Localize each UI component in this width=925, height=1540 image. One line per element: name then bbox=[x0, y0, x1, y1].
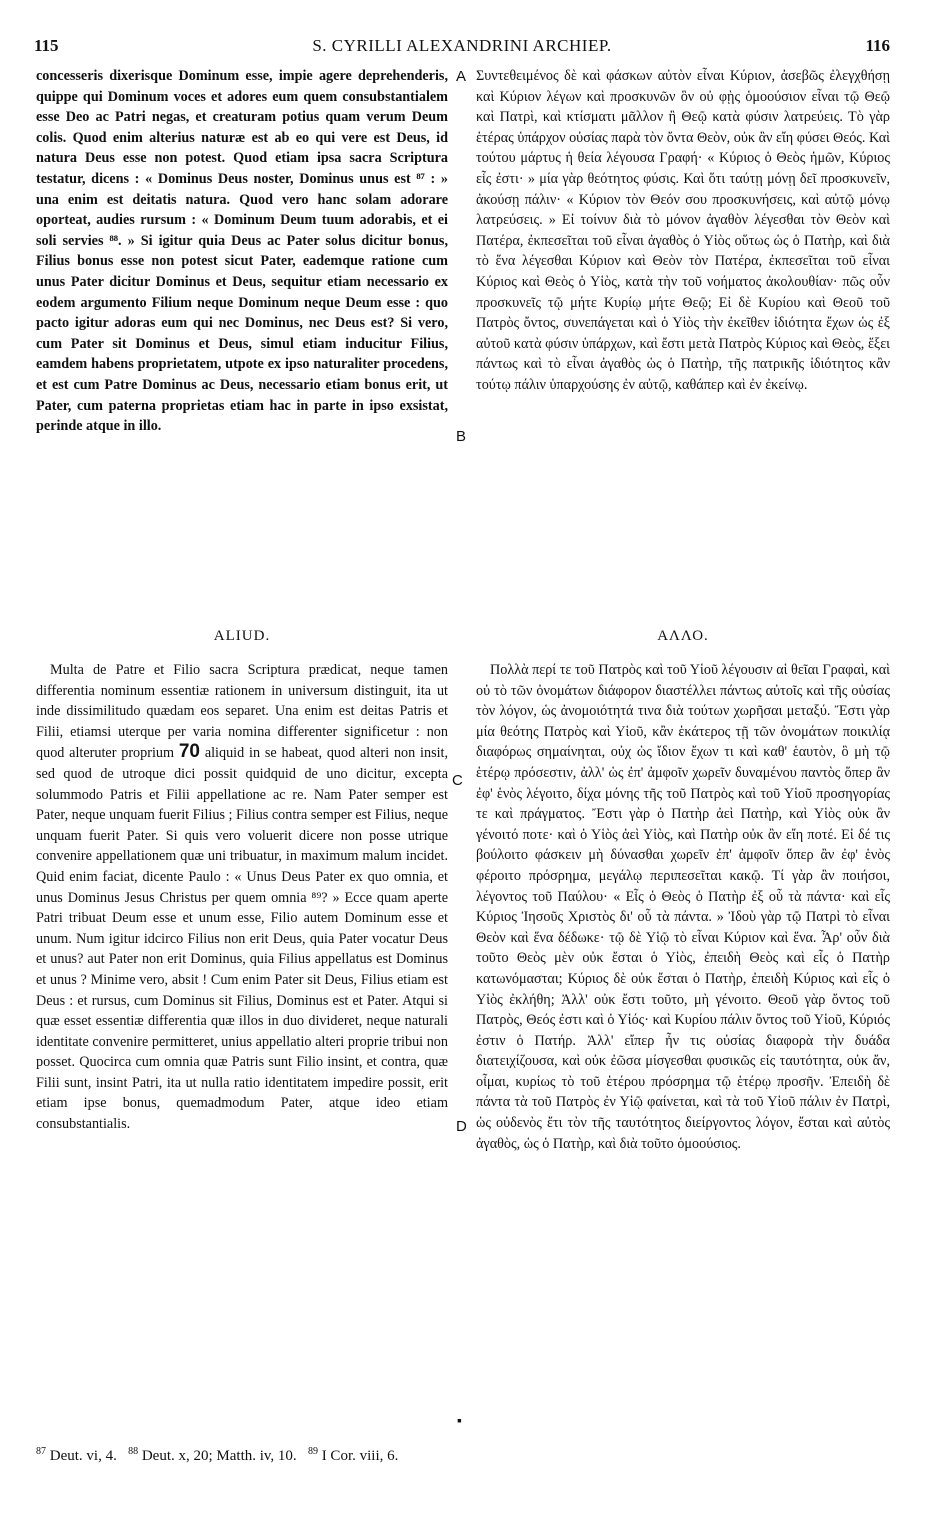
margin-letter-a: A bbox=[456, 68, 467, 85]
greek-column-bottom bbox=[476, 660, 890, 1154]
column-number: 70 bbox=[178, 741, 200, 763]
latin-column-top bbox=[36, 66, 448, 437]
latin-column-bottom bbox=[36, 660, 448, 1135]
page-number-right: 116 bbox=[865, 36, 890, 55]
separator-mark: ▪ bbox=[457, 1414, 462, 1429]
footnote-number: 89 bbox=[307, 1446, 318, 1457]
greek-column-top bbox=[476, 66, 890, 396]
footnote-text: I Cor. viii, 6. bbox=[321, 1448, 399, 1464]
margin-letter-c: C bbox=[452, 772, 463, 789]
running-title: S. CYRILLI ALEXANDRINI ARCHIEP. bbox=[312, 36, 612, 55]
section-heading-greek: ΑΛΛΟ. bbox=[657, 628, 709, 644]
greek-paragraph-bottom: Πολλὰ περί τε τοῦ Πατρὸς καὶ τοῦ Υἱοῦ λέγουσιν αἱ θεῖαι Γραφαὶ, καὶ οὐ τὸ τῶν ὀνομάτων διάφορον διαστέλλει πάντως αὐτοῖς καὶ τῆς οὐσίας τὸν λόγον, ὡς ἀνομοιότητά τινα διὰ τούτων χωρῆσαι μεταξύ. Ἔστι γὰρ μία θεότης Πατρὸς καὶ Υἱοῦ, κἂν ἑκάτερος τῇ τῶν ὀνομάτων ποικιλίᾳ διαφόρως σημαίνηται, οὐχ ὡς ἴδιον ἔχων τι καὶ καθ' ἑαυτὸν, ὃ μὴ τῷ ἑτέρῳ πρόσεστιν, ἀλλ' ὡς ἐπ' ἀμφοῖν χωρεῖν δυναμένου παντὸς ὅπερ ἂν ἐφ' ἑνὸς λέγοιτο, δίχα μόνης τῆς τοῦ Πατρὸς καὶ τοῦ Υἱοῦ προσηγορίας τε καὶ πράγματος. Ἔστι γὰρ ὁ Πατὴρ ἀεὶ Πατὴρ, καὶ Υἱὸς οὐκ ἂν γένοιτό ποτε· καὶ ὁ Υἱὸς ἀεὶ Υἱὸς, καὶ Πατὴρ οὐκ ἂν εἴη ποτέ. Εἰ δέ τις βούλοιτο φάσκειν μὴ δύνασθαι χωρεῖν ἐπ' ἀμφοῖν ὅπερ ἂν ἐφ' ἑνὸς φέροιτο πρόσρημα, μεγάλῳ περιπεσεῖται κακῷ. Τί γὰρ ἂν ποιήσοι, λέγοντος τοῦ Παύλου· « Εἷς ὁ Θεὸς ὁ Πατὴρ ἐξ οὗ τὰ πάντα· καὶ εἷς Κύριος Ἰησοῦς Χριστὸς δι' οὗ τὰ πάντα. » Ἰδοὺ γὰρ τῷ Πατρὶ τὸ εἶναι Θεὸν καὶ ἕνα δέδωκε· τῷ δὲ Υἱῷ τὸ εἶναι Κύριον καὶ ἕνα. Ἆρ' οὖν διὰ τοῦτο Θεὸς μὲν οὐκ ἔσται ὁ Υἱὸς, ἐπειδὴ Θεὸς καὶ εἷς ὁ Πατὴρ κατωνόμασται; Κύριος δὲ οὐκ ἔσται ὁ Πατὴρ, ἐπειδὴ Κύριος καὶ εἷς ὁ Υἱὸς ἐκλήθη; Ἀλλ' οὐκ ἔστι τοῦτο, μὴ γένοιτο. Θεοῦ γὰρ ὄντος τοῦ Πατρὸς, Θεός ἐστι καὶ ὁ Υἱός· καὶ Κυρίου πάλιν ὄντος τοῦ Υἱοῦ, Κύριός ἐστιν ὁ Πατήρ. Ἀλλ' εἴπερ ἦν τις οὐσίας διαφορὰ τὴν δυάδα διατειχίζουσα, καὶ οὐκ ἐῶσα μίσγεσθαι φυσικῶς εἰς ταυτότητα, οὐκ ἄν, οἶμαι, κυρίως τὸ τοῦ ἑτέρου πρόσρημα τῷ ἑτέρῳ προσῆν. Ἐπειδὴ δὲ πάντα τὰ τοῦ Πατρὸς ἐν Υἱῷ φαίνεται, καὶ τὰ τοῦ Υἱοῦ πάλιν ἐν Πατρὶ, ὡς οὐδενὸς ἔτι τὸν τῆς ταυτότητος διείργοντος λόγον, ἔσται καὶ αὐτὸς ἀγαθὸς, ὡς ὁ Πατὴρ, καὶ διὰ τοῦτο ὁμοούσιος. bbox=[476, 662, 890, 1152]
greek-paragraph: Συντεθειμένος δὲ καὶ φάσκων αὐτὸν εἶναι Κύριον, ἀσεβῶς ἐλεγχθήσῃ καὶ Κύριον λέγων καὶ προσκυνῶν ὃν οὐ φῂς ὁμοούσιον εἶναι τῷ Θεῷ καὶ Πατρὶ, καὶ κτίσματι μᾶλλον ἢ Θεῷ κατὰ φύσιν λατρεύεις. Τὸ γὰρ ἑτέρας ὑπάρχον οὐσίας παρὰ τὸν ὄντα Θεὸν, οὐκ ἂν εἴη φύσει Θεός. Καὶ τούτου μάρτυς ἡ θεία λέγουσα Γραφή· « Κύριος ὁ Θεὸς ἡμῶν, Κύριος εἷς ἐστι· » μία γὰρ θεότητος φύσις. Καὶ ὅτι ταύτῃ μόνῃ δεῖ προσκυνεῖν, ἀκούσῃ πάλιν· « Κύριον τὸν Θεόν σου προσκυνήσεις, καὶ αὐτῷ μόνῳ λατρεύσεις. » Εἰ τοίνυν διὰ τὸ μόνον ἀγαθὸν λέγεσθαι τὸν Θεὸν καὶ Πατέρα, ἐκπεσεῖται τοῦ εἶναι ἀγαθὸς ὁ Υἱὸς οὕτως ὡς ὁ Πατὴρ, καὶ διὰ τὸ ἕνα λέγεσθαι Κύριον καὶ Θεὸν τὸν Πατέρα, ἐκπεσεῖται τοῦ εἶναι Κύριος καὶ Θεὸς ὁ Υἱὸς, κατὰ τὴν τοῦ νοήματος ἀκολουθίαν· πῶς οὖν προσκυνεῖς τῷ μήτε Κυρίῳ μήτε Θεῷ; Εἰ δὲ Κυρίου καὶ Θεοῦ τοῦ Πατρὸς ὄντος, συνεπάγεται καὶ ὁ Υἱὸς τὴν ἐκεῖθεν ἰδιότητα ἔχων ὡς ἐξ αὐτοῦ κατὰ φύσιν ὑπάρχων, καὶ ἔστι μετὰ Πατρὸς Κύριος καὶ Θεὸς, ἕξει πάντως καὶ τὸ εἶναι ἀγαθὸς ὡς ὁ Πατὴρ, τῆς πατρικῆς ἰδιότητος κἂν τούτῳ πάλιν ὑπαρχούσης ἐν αὐτῷ, καθάπερ καὶ ἐν ἐκείνῳ. bbox=[476, 68, 890, 393]
footnote-87 bbox=[36, 1448, 117, 1464]
footnote-89 bbox=[308, 1448, 398, 1464]
footnote-88 bbox=[128, 1448, 297, 1464]
footnotes bbox=[36, 1446, 892, 1465]
page-number-left: 115 bbox=[34, 36, 59, 55]
page-header bbox=[34, 36, 890, 60]
latin-paragraph: concesseris dixerisque Dominum esse, impie agere deprehenderis, quippe qui Dominum voces et adores eum quem consubstantialem esse Deo ac Patri negas, et creaturam potius quam verum Deum colis. Quod enim alterius naturæ est ab eo qui vere est Deus, id natura Deus esse non potest. Quod etiam ipsa sacra Scriptura testatur, dicens : « Dominus Deus noster, Dominus unus est ⁸⁷ : » una enim est deitatis natura. Quod vero hanc solam adorare oporteat, audies rursum : « Dominum Deum tuum adorabis, et ei soli servies ⁸⁸. » Si igitur quia Deus ac Pater solus dicitur bonus, Filius bonus esse non potest sicut Pater, eademque ratione cum unus Pater dicitur Dominus et Deus, sequitur etiam necessario ex eodem argumento Filium neque Dominum neque Deum esse : quo pacto igitur adoras eum qui nec Dominus, nec Deus est? Si vero, cum Pater sit Dominus et Deus, simul etiam inducitur Filius, eamdem habens proprietatem, utpote ex ipso naturaliter procedens, et est cum Patre Dominus ac Deus, necessario etiam bonus erit, ut Pater, cum paterna proprietas etiam hac in parte in ipso exsistat, perinde atque in illo. bbox=[36, 68, 448, 435]
latin-text-part-1: Multa de Patre et Filio sacra Scriptura prædicat, neque tamen differentia nominum essentiæ rationem in universum distinguit, ita ut inde dissimilitudo quædam eos separet. Una enim est deitas Patris et Filii, etiamsi uterque per varia nomina differenter significetur : non quod alteruter proprium bbox=[36, 662, 448, 762]
footnote-text: Deut. vi, 4. bbox=[49, 1448, 117, 1464]
margin-letter-b: B bbox=[456, 428, 467, 445]
margin-letter-d: D bbox=[456, 1118, 467, 1135]
latin-text-part-2: aliquid in se habeat, quod alteri non insit, sed quod de utroque dici possit quidquid de uno dicitur, excepta solummodo Patris et Filii appellatione ac re. Nam Pater semper est Pater, neque unquam fuerit Filius ; Filius contra semper est Filius, neque unquam fuerit Pater. Si quis vero voluerit dicere non posse utrique convenire appellationem quæ uni tribuatur, in maximum malum incidet. Quid enim faciat, dicente Paulo : « Unus Deus Pater ex quo omnia, et unus Dominus Jesus Christus per quem omnia ⁸⁹? » Ecce quam aperte Patri tribuat Deum esse et unum esse, Filio autem Dominum esse et unum. Num igitur idcirco Filius non erit Deus, quia Pater vocatur Deus et unus? aut Pater non erit Dominus, quia Filius appellatus est Dominus et unus ? Minime vero, absit ! Cum enim Pater sit Deus, Filius etiam est Deus : et rursus, cum Dominus sit Filius, Dominus est et Pater. Atqui si quæ esset essentiæ differentia quæ illos in duo divideret, neque naturali identitate convenire permitteret, unius appellatio alteri proprie tribui non posset. Quocirca cum omnia quæ Patris sunt Filio insint, et contra, quæ Filii sunt, insint Patri, ita ut nulla ratio identitatem impedire possit, erit etiam ipse bonus, quemadmodum Pater, atque ideo etiam consubstantialis. bbox=[36, 745, 449, 1133]
footnote-number: 87 bbox=[36, 1446, 46, 1457]
footnote-number: 88 bbox=[128, 1446, 139, 1457]
footnote-text: Deut. x, 20; Matth. iv, 10. bbox=[141, 1448, 297, 1464]
latin-paragraph-bottom bbox=[36, 660, 448, 1135]
section-heading-latin: ALIUD. bbox=[213, 628, 271, 644]
